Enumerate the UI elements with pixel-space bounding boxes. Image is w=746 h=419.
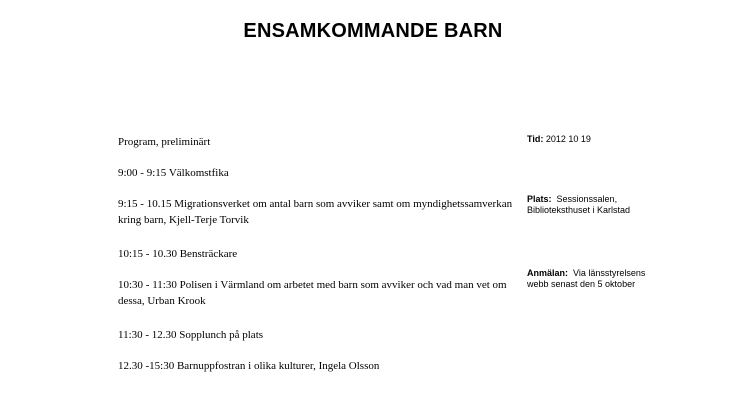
- page-title: ENSAMKOMMANDE BARN: [243, 20, 503, 42]
- time-label: Tid:: [527, 134, 544, 144]
- program-item-lunch: 11:30 - 12.30 Sopplunch på plats: [118, 329, 264, 341]
- program-item-upbringing: 12.30 -15:30 Barnuppfostran i olika kulturer, Ingela Olsson: [118, 360, 380, 372]
- program-item-break: 10:15 - 10.30 Bensträckare: [118, 248, 238, 260]
- registration-info: [527, 268, 669, 290]
- registration-label: Anmälan:: [527, 268, 569, 278]
- time-info: [527, 134, 727, 145]
- place-value: Sessionssalen, Biblioteksthuset i Karlstad: [527, 194, 631, 215]
- program-item-welcome: 9:00 - 9:15 Välkomstfika: [118, 167, 229, 179]
- program-item-migration: 9:15 - 10.15 Migrationsverket om antal barn som avviker samt om myndighetssamverkan kring barn, Kjell-Terje Torvik: [118, 198, 513, 226]
- program-heading: Program, preliminärt: [118, 136, 211, 148]
- time-value: 2012 10 19: [545, 134, 591, 144]
- place-label: Plats:: [527, 194, 552, 204]
- place-info: [527, 194, 667, 216]
- program-item-police: 10:30 - 11:30 Polisen i Värmland om arbetet med barn som avviker och vad man vet om dessa, Urban Krook: [118, 279, 507, 307]
- registration-value: Via länsstyrelsens webb senast den 5 oktober: [527, 268, 646, 289]
